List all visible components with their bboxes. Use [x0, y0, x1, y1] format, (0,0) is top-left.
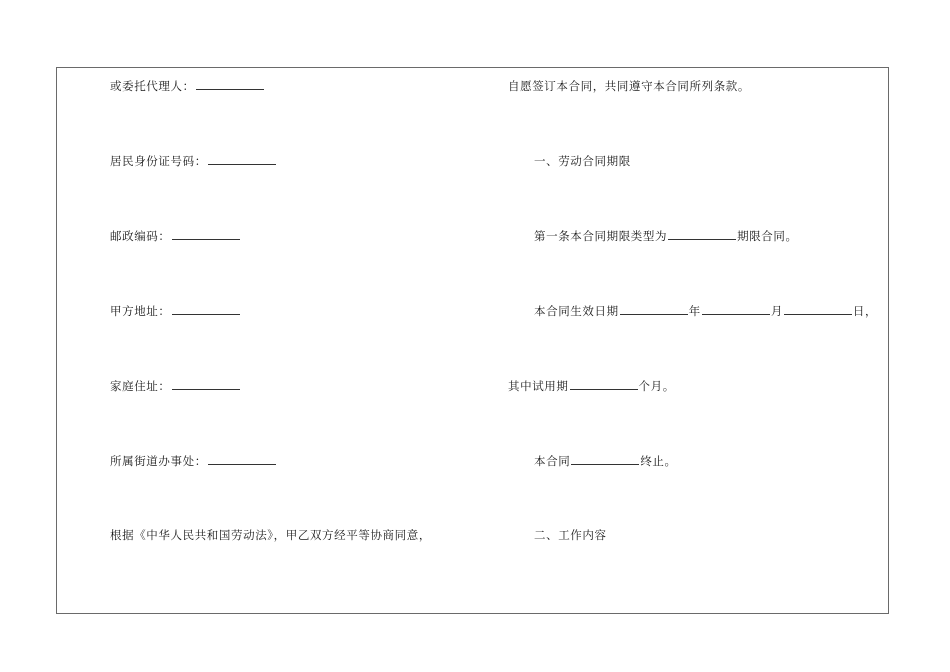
postal-code-line	[110, 229, 241, 243]
home-address-label: 家庭住址：	[110, 379, 171, 393]
termination-blank[interactable]	[571, 454, 639, 465]
street-office-blank[interactable]	[208, 454, 276, 465]
party-a-address-label: 甲方地址：	[110, 304, 171, 318]
day-blank[interactable]	[784, 304, 852, 315]
agent-label: 或委托代理人：	[110, 79, 195, 93]
contract-type-blank[interactable]	[668, 229, 736, 240]
home-address-blank[interactable]	[172, 379, 240, 390]
probation-prefix: 其中试用期	[508, 379, 569, 393]
effective-date-prefix: 本合同生效日期	[534, 304, 619, 318]
article-one-prefix: 第一条本合同期限类型为	[534, 229, 668, 243]
voluntary-sentence: 自愿签订本合同，共同遵守本合同所列条款。	[508, 79, 750, 93]
section-two-heading: 二、工作内容	[534, 528, 607, 542]
year-label: 年	[688, 304, 701, 318]
probation-suffix: 个月。	[638, 379, 675, 393]
agent-line	[110, 79, 265, 93]
day-label: 日，	[852, 304, 878, 318]
street-office-label: 所属街道办事处：	[110, 454, 207, 468]
year-blank[interactable]	[620, 304, 688, 315]
home-address-line	[110, 379, 241, 393]
termination-suffix: 终止。	[640, 454, 677, 468]
article-one-line	[534, 229, 798, 243]
month-blank[interactable]	[702, 304, 770, 315]
probation-line	[508, 379, 675, 393]
effective-date-line	[534, 304, 877, 318]
termination-line	[534, 454, 677, 468]
street-office-line	[110, 454, 277, 468]
month-label: 月	[770, 304, 783, 318]
id-number-blank[interactable]	[208, 154, 276, 165]
probation-blank[interactable]	[570, 379, 638, 390]
postal-code-blank[interactable]	[172, 229, 240, 240]
id-number-label: 居民身份证号码：	[110, 154, 207, 168]
section-one-heading: 一、劳动合同期限	[534, 154, 631, 168]
basis-sentence: 根据《中华人民共和国劳动法》，甲乙双方经平等协商同意，	[110, 528, 431, 542]
party-a-address-blank[interactable]	[172, 304, 240, 315]
party-a-address-line	[110, 304, 241, 318]
id-number-line	[110, 154, 277, 168]
article-one-suffix: 期限合同。	[737, 229, 798, 243]
postal-code-label: 邮政编码：	[110, 229, 171, 243]
agent-blank[interactable]	[196, 79, 264, 90]
termination-prefix: 本合同	[534, 454, 571, 468]
